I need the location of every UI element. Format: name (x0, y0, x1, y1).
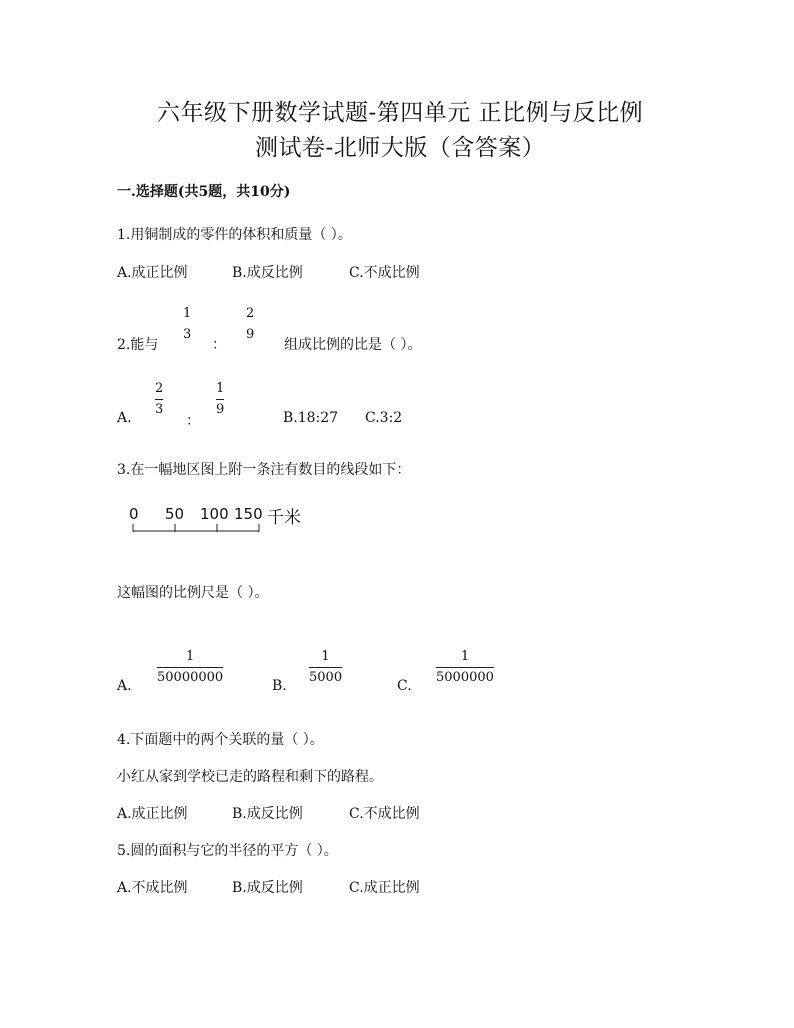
question-5-option-b: B.成反比例 (232, 880, 303, 896)
fraction-denominator: 5000 (309, 670, 343, 685)
question-2-suffix: 组成比例的比是（ ）。 (284, 337, 422, 353)
fraction-denominator: 5000000 (436, 670, 494, 685)
question-1-option-b: B.成反比例 (232, 265, 303, 281)
scale-label-150: 150 (234, 505, 263, 523)
question-3-stem: 3.在一幅地区图上附一条注有数目的线段如下： (117, 462, 411, 478)
question-4-option-a: A.成正比例 (117, 806, 188, 822)
question-2-fraction-2 (246, 306, 254, 342)
question-4-stem: 4.下面题中的两个关联的量（ ）。 (117, 732, 324, 748)
fraction-denominator: 50000000 (157, 670, 224, 685)
question-2-option-a-label: A. (117, 410, 132, 426)
question-5-option-a: A.不成比例 (117, 880, 188, 896)
fraction-bar (157, 667, 223, 668)
page-title-line1: 六年级下册数学试题-第四单元 正比例与反比例 (157, 100, 644, 126)
question-1-option-c: C.不成比例 (349, 265, 420, 281)
fraction-bar (436, 667, 494, 668)
question-2-option-a-fraction-1 (155, 381, 163, 417)
fraction-denominator: 3 (183, 327, 192, 342)
question-2-option-c: C.3:2 (365, 410, 403, 426)
section-heading: 一.选择题(共5题，共10分) (117, 184, 291, 200)
question-2-option-a-colon: ： (186, 413, 200, 429)
scale-label-0: 0 (129, 505, 139, 523)
page-title-line2: 测试卷-北师大版（含答案） (255, 135, 546, 161)
fraction-numerator: 2 (155, 381, 164, 396)
question-2-colon: ： (212, 337, 226, 353)
fraction-numerator: 1 (216, 381, 225, 396)
question-2-prefix: 2.能与 (117, 337, 159, 353)
question-5-stem: 5.圆的面积与它的半径的平方（ ）。 (117, 843, 338, 859)
question-3-option-a-label: A. (117, 678, 132, 694)
scale-unit: 千米 (267, 508, 301, 528)
fraction-numerator: 1 (185, 649, 195, 664)
fraction-bar (309, 667, 342, 668)
question-3-option-c-label: C. (397, 678, 412, 694)
fraction-denominator: 9 (216, 402, 225, 417)
question-2-option-a-fraction-2 (216, 381, 224, 417)
question-3-option-a-fraction (157, 649, 223, 685)
fraction-bar (155, 399, 163, 400)
question-1-stem: 1.用铜制成的零件的体积和质量（ ）。 (117, 227, 352, 243)
question-3-option-c-fraction (436, 649, 494, 685)
question-2-option-b: B.18:27 (283, 410, 339, 426)
fraction-bar (216, 399, 224, 400)
scale-label-50: 50 (165, 505, 185, 523)
fraction-numerator: 2 (246, 306, 255, 321)
question-3-option-b-fraction (309, 649, 342, 685)
fraction-bar (246, 324, 254, 325)
fraction-numerator: 1 (460, 649, 470, 664)
question-4-option-b: B.成反比例 (232, 806, 303, 822)
scale-label-100: 100 (200, 505, 229, 523)
question-3-option-b-label: B. (272, 678, 287, 694)
fraction-denominator: 3 (155, 402, 164, 417)
question-2-fraction-1 (183, 306, 191, 342)
question-4-description: 小红从家到学校已走的路程和剩下的路程。 (117, 769, 383, 785)
fraction-numerator: 1 (183, 306, 192, 321)
fraction-bar (183, 324, 191, 325)
question-4-option-c: C.不成比例 (349, 806, 420, 822)
question-5-option-c: C.成正比例 (349, 880, 420, 896)
question-1-option-a: A.成正比例 (117, 265, 188, 281)
fraction-numerator: 1 (321, 649, 330, 664)
question-3-question: 这幅图的比例尺是（ ）。 (117, 585, 269, 601)
scale-bar-line (128, 522, 268, 536)
fraction-denominator: 9 (246, 327, 255, 342)
